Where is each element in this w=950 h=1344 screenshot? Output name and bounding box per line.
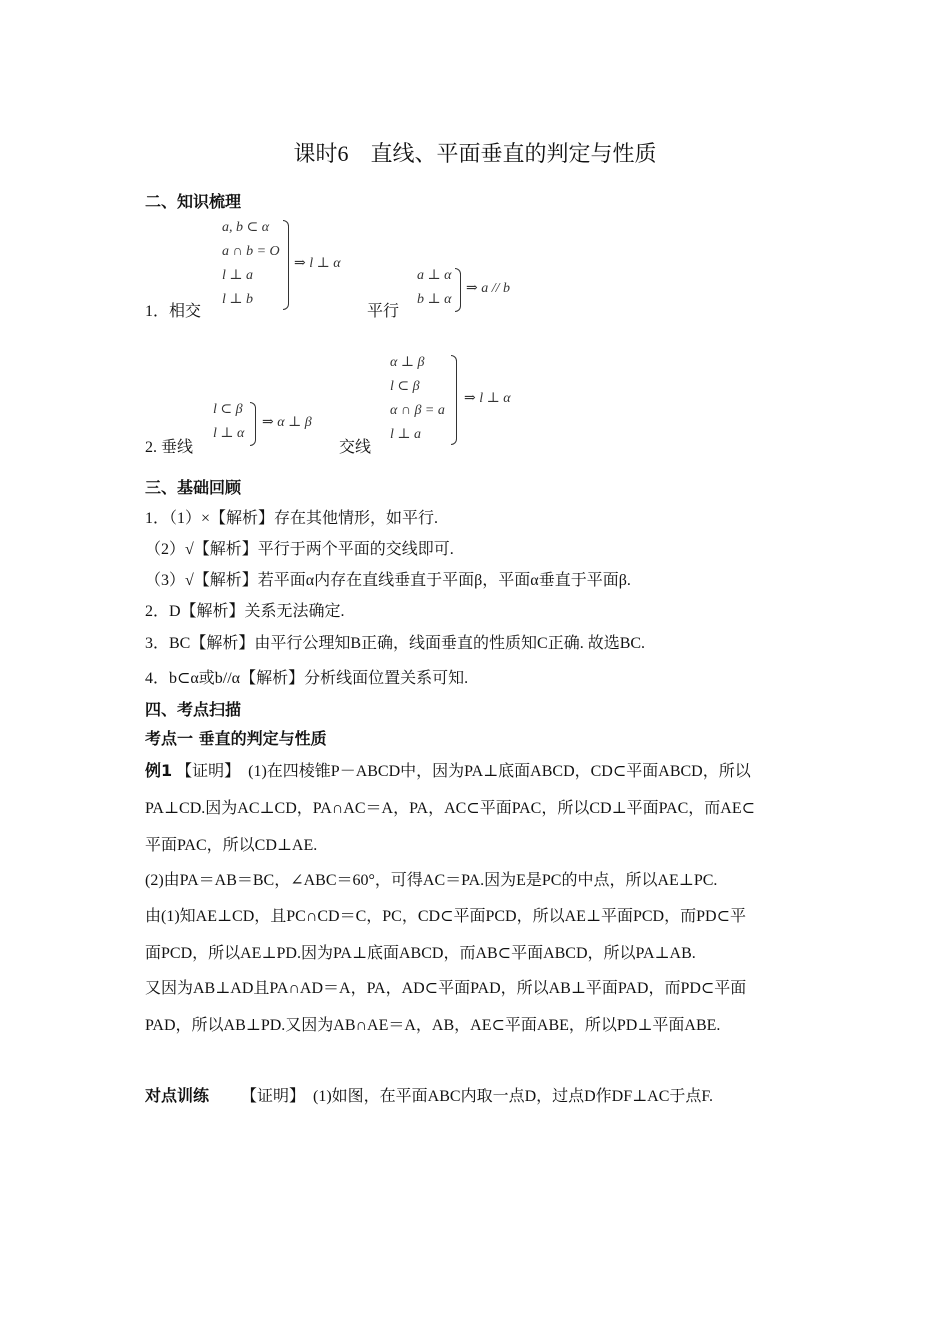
formula-line: α ∩ β = a xyxy=(390,403,445,418)
example-line: 又因为AB⊥AD且PA∩AD＝A，PA，AD⊂平面PAD，所以AB⊥平面PAD，而PD⊂平面 xyxy=(145,980,747,997)
review-line: 2．D【解析】关系无法确定. xyxy=(145,603,345,620)
formula-result-d: ⇒ l ⊥ α xyxy=(464,391,511,406)
example-line: 由(1)知AE⊥CD，且PC∩CD＝C，PC，CD⊂平面PCD，所以AE⊥平面PCD，而PD⊂平 xyxy=(145,908,746,925)
review-line: 1．（1）×【解析】存在其他情形，如平行. xyxy=(145,510,439,527)
formula-line: l ⊥ a xyxy=(390,427,422,442)
brace-icon xyxy=(455,268,461,312)
section-heading-knowledge: 二、知识梳理 xyxy=(145,192,242,211)
review-line: 4．b⊂α或b//α【解析】分析线面位置关系可知. xyxy=(145,670,469,687)
page-title: 课时6 直线、平面垂直的判定与性质 xyxy=(293,141,657,166)
brace-icon xyxy=(250,402,256,446)
example-line: PA⊥CD.因为AC⊥CD，PA∩AC＝A，PA，AC⊂平面PAC，所以CD⊥平面PAC，而AE⊂ xyxy=(145,800,756,817)
formula-line: a ⊥ α xyxy=(417,268,452,283)
formula-result-a: ⇒ l ⊥ α xyxy=(294,256,341,271)
example-text: 【证明】 (1)在四棱锥P－ABCD中，因为PA⊥底面ABCD，CD⊂平面ABCD，所以 xyxy=(176,763,751,780)
training-label: 对点训练 xyxy=(145,1086,210,1105)
example-line: PAD，所以AB⊥PD.又因为AB∩AE＝A，AB，AE⊂平面ABE，所以PD⊥平面ABE. xyxy=(145,1017,721,1034)
example-line: (2)由PA＝AB＝BC，∠ABC＝60°，可得AC＝PA.因为E是PC的中点，所以AE⊥PC. xyxy=(145,872,718,889)
formula-system-a xyxy=(222,216,280,312)
example-line xyxy=(145,758,751,781)
formula-result-b: ⇒ a // b xyxy=(466,281,511,296)
formula-line: a, b ⊂ α xyxy=(222,220,270,235)
formula-system-b xyxy=(417,264,452,312)
formula-line: l ⊥ a xyxy=(222,268,254,283)
review-line: 3．BC【解析】由平行公理知B正确，线面垂直的性质知C正确. 故选BC. xyxy=(145,635,646,652)
brace-icon xyxy=(283,220,289,310)
review-line: （2）√【解析】平行于两个平面的交线即可. xyxy=(145,541,454,558)
section-heading-review: 三、基础回顾 xyxy=(145,478,242,497)
item-label-intersection-line: 交线 xyxy=(339,439,372,456)
formula-line: l ⊂ β xyxy=(390,379,420,394)
item-label-intersect: 1．相交 xyxy=(145,303,202,320)
brace-icon xyxy=(451,355,457,445)
example-line: 平面PAC，所以CD⊥AE. xyxy=(145,837,318,854)
example-line: 面PCD，所以AE⊥PD.因为PA⊥底面ABCD，而AB⊂平面ABCD，所以PA⊥AB. xyxy=(145,945,696,962)
formula-line: l ⊥ b xyxy=(222,292,254,307)
formula-line: a ∩ b = O xyxy=(222,244,280,259)
training-line xyxy=(145,1083,713,1106)
formula-result-c: ⇒ α ⊥ β xyxy=(262,415,312,430)
formula-line: l ⊂ β xyxy=(213,402,243,417)
formula-line: α ⊥ β xyxy=(390,355,425,370)
subsection-heading: 考点一 垂直的判定与性质 xyxy=(145,729,327,748)
example-label: 例1 xyxy=(145,761,173,780)
formula-line: l ⊥ α xyxy=(213,426,245,441)
item-label-perpendicular: 2. 垂线 xyxy=(145,439,194,456)
section-heading-scan: 四、考点扫描 xyxy=(145,700,242,719)
formula-system-d xyxy=(390,351,445,447)
review-line: （3）√【解析】若平面α内存在直线垂直于平面β，平面α垂直于平面β. xyxy=(145,572,631,589)
formula-line: b ⊥ α xyxy=(417,292,452,307)
item-label-parallel: 平行 xyxy=(367,303,400,320)
training-text: 【证明】 (1)如图，在平面ABC内取一点D，过点D作DF⊥AC于点F. xyxy=(241,1088,714,1105)
formula-system-c xyxy=(213,398,244,446)
